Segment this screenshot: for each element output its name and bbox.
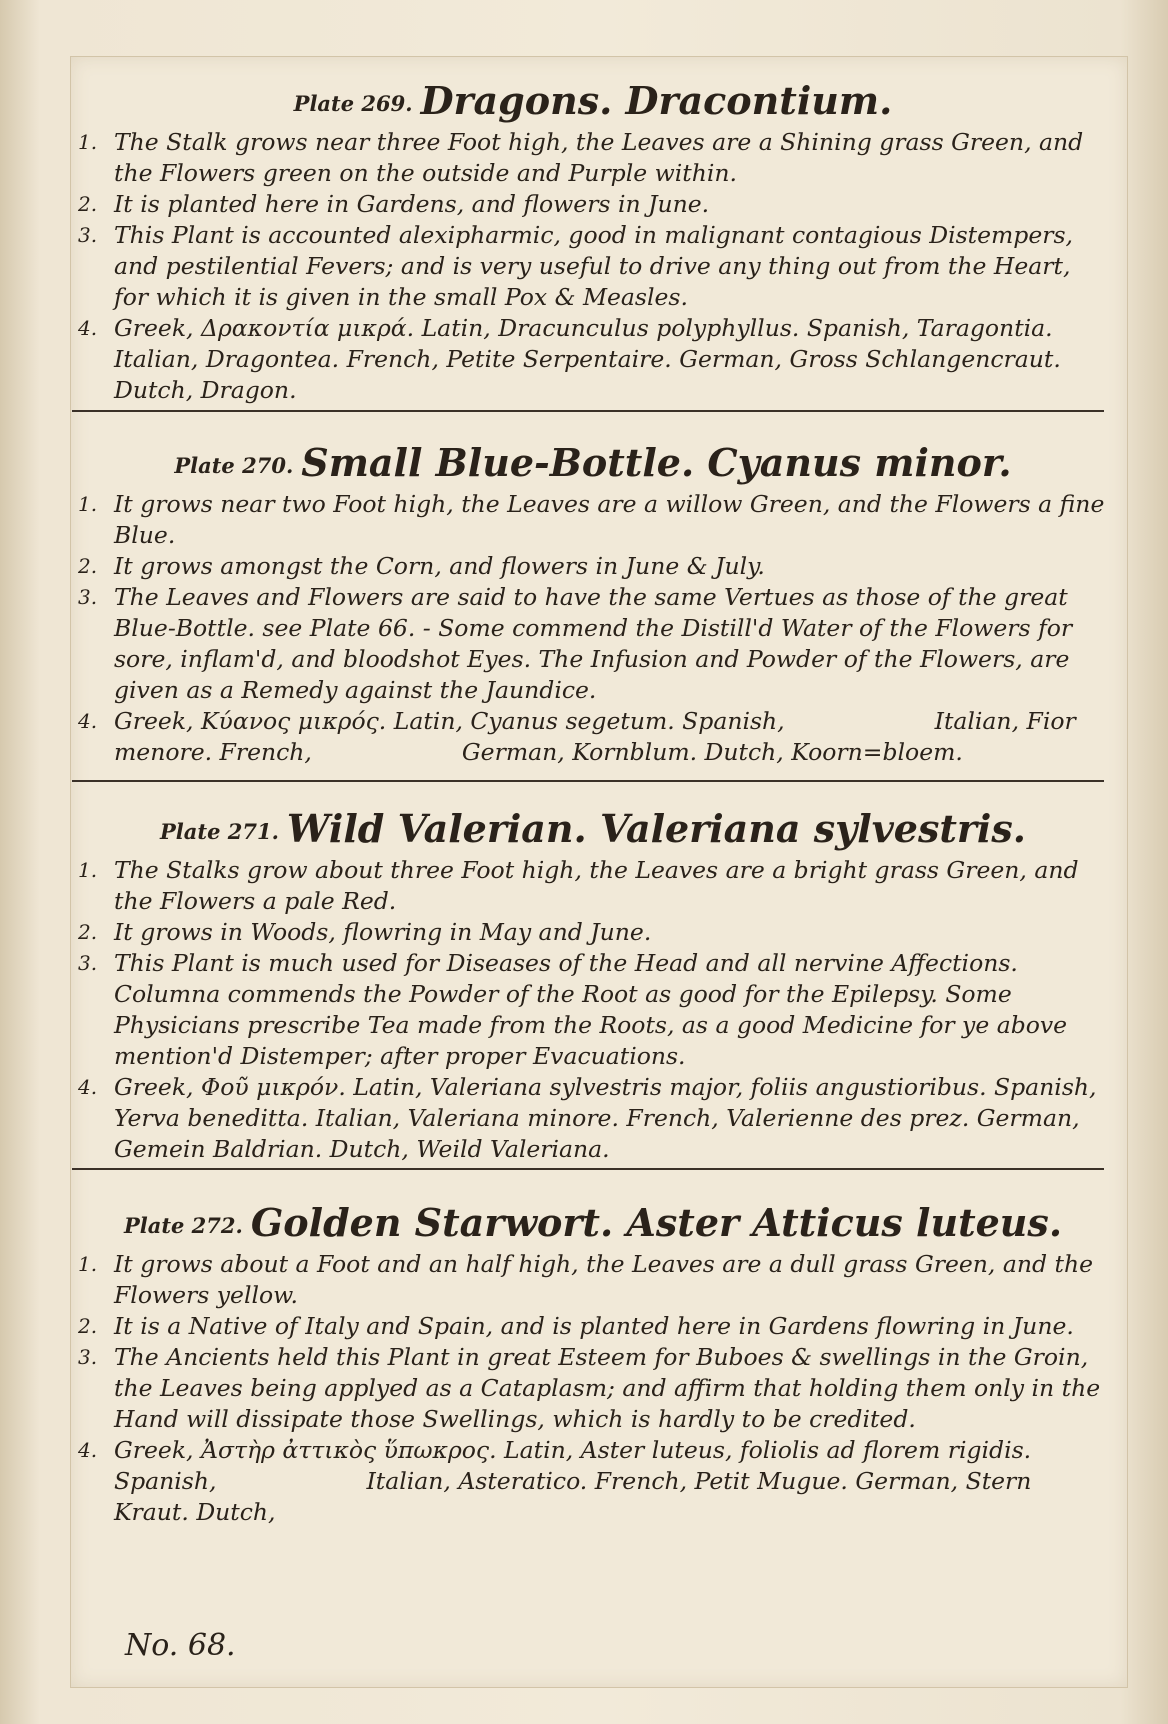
plate-271-heading bbox=[78, 806, 1108, 855]
item-text: German, Kornblum. Dutch, Koorn=bloem. bbox=[461, 738, 963, 766]
plate-272-title: Golden Starwort. Aster Atticus luteus. bbox=[250, 1200, 1063, 1245]
item-number: 2. bbox=[78, 554, 98, 578]
item-number: 3. bbox=[78, 223, 98, 247]
plate-272-section bbox=[78, 1200, 1108, 1528]
plate-269-item-3 bbox=[78, 220, 1108, 313]
plate-271-item-2 bbox=[78, 917, 1108, 948]
item-text: It is planted here in Gardens, and flowers in June. bbox=[114, 190, 710, 218]
item-text: Greek, Δρακοντία μικρά. Latin, Dracunculus polyphyllus. Spanish, Taragontia. Italian, Dragontea. French, Petite Serpentaire. German, Gross Schlangencraut. Dutch, Dragon. bbox=[114, 314, 1061, 404]
item-number: 4. bbox=[78, 1438, 98, 1462]
plate-271-section bbox=[78, 806, 1108, 1165]
item-text: The Leaves and Flowers are said to have the same Vertues as those of the great Blue-Bottle. see Plate 66. - Some commend the Distill'd Water of the Flowers for sore, inflam'd, and bloodshot Eyes. The Infusion and Powder of the Flowers, are given as a Remedy against the Jaundice. bbox=[114, 583, 1073, 704]
item-text: Greek, Φοῦ μικρόν. Latin, Valeriana sylvestris major, foliis angustioribus. Spanish, Yerva beneditta. Italian, Valeriana minore. French, Valerienne des prez. German, Gemein Baldrian. Dutch, Weild Valeriana. bbox=[114, 1073, 1097, 1163]
plate-272-item-1 bbox=[78, 1249, 1108, 1311]
plate-269-section bbox=[78, 78, 1108, 406]
item-text: Italian, Asteratico. French, Petit Mugue. German, Stern Kraut. Dutch, bbox=[114, 1467, 1032, 1526]
plate-270-item-4 bbox=[78, 706, 1108, 768]
item-text: The Stalk grows near three Foot high, the Leaves are a Shining grass Green, and the Flowers green on the outside and Purple within. bbox=[114, 128, 1084, 187]
plate-272-item-3 bbox=[78, 1342, 1108, 1435]
item-text: It grows about a Foot and an half high, the Leaves are a dull grass Green, and the Flowers yellow. bbox=[114, 1250, 1093, 1309]
item-text: Greek, Κύανος μικρός. Latin, Cyanus segetum. Spanish, bbox=[114, 707, 785, 735]
plate-272-item-4 bbox=[78, 1435, 1108, 1528]
plate-269-item-1 bbox=[78, 127, 1108, 189]
plate-270-label: Plate 270. bbox=[174, 453, 294, 478]
item-number: 3. bbox=[78, 951, 98, 975]
plate-271-label: Plate 271. bbox=[160, 819, 279, 844]
plate-271-item-3 bbox=[78, 948, 1108, 1072]
plate-271-item-1 bbox=[78, 855, 1108, 917]
plate-272-item-2 bbox=[78, 1311, 1108, 1342]
item-number: 2. bbox=[78, 1314, 98, 1338]
item-number: 1. bbox=[78, 130, 98, 154]
item-number: 4. bbox=[78, 1075, 98, 1099]
plate-272-heading bbox=[78, 1200, 1108, 1249]
item-number: 3. bbox=[78, 1345, 98, 1369]
item-number: 2. bbox=[78, 920, 98, 944]
plate-270-heading bbox=[78, 440, 1108, 489]
item-number: 4. bbox=[78, 316, 98, 340]
plate-270-title: Small Blue-Bottle. Cyanus minor. bbox=[301, 440, 1012, 485]
divider-rule bbox=[72, 780, 1104, 782]
item-text: It grows near two Foot high, the Leaves are a willow Green, and the Flowers a fine Blue. bbox=[114, 490, 1105, 549]
plate-269-label: Plate 269. bbox=[293, 91, 413, 116]
page-number: No. 68. bbox=[125, 1628, 236, 1663]
item-number: 2. bbox=[78, 192, 98, 216]
item-number: 1. bbox=[78, 492, 98, 516]
item-number: 4. bbox=[78, 709, 98, 733]
plate-269-title: Dragons. Dracontium. bbox=[420, 78, 893, 123]
divider-rule bbox=[72, 410, 1104, 412]
item-text: The Stalks grow about three Foot high, the Leaves are a bright grass Green, and the Flowers a pale Red. bbox=[114, 856, 1079, 915]
item-text: This Plant is accounted alexipharmic, good in malignant contagious Distempers, and pestilential Fevers; and is very useful to drive any thing out from the Heart, for which it is given in the small Pox & Measles. bbox=[114, 221, 1074, 311]
item-number: 3. bbox=[78, 585, 98, 609]
item-text: It is a Native of Italy and Spain, and is planted here in Gardens flowring in June. bbox=[114, 1312, 1074, 1340]
plate-270-item-1 bbox=[78, 489, 1108, 551]
item-text: Greek, Ἀστὴρ ἀττικὸς ὕπωκρος. Latin, Aster luteus, foliolis ad florem rigidis. Spanish, bbox=[114, 1436, 1032, 1495]
item-number: 1. bbox=[78, 1252, 98, 1276]
plate-269-item-4 bbox=[78, 313, 1108, 406]
plate-269-item-2 bbox=[78, 189, 1108, 220]
item-text: It grows amongst the Corn, and flowers in June & July. bbox=[114, 552, 765, 580]
plate-271-item-4 bbox=[78, 1072, 1108, 1165]
divider-rule bbox=[72, 1168, 1104, 1170]
item-text: The Ancients held this Plant in great Esteem for Buboes & swellings in the Groin, the Leaves being applyed as a Cataplasm; and affirm that holding them only in the Hand will dissipate those Swellings, which is hardly to be credited. bbox=[114, 1343, 1101, 1433]
plate-269-heading bbox=[78, 78, 1108, 127]
plate-270-item-3 bbox=[78, 582, 1108, 706]
plate-271-title: Wild Valerian. Valeriana sylvestris. bbox=[286, 806, 1026, 851]
item-number: 1. bbox=[78, 858, 98, 882]
plate-270-item-2 bbox=[78, 551, 1108, 582]
item-text: It grows in Woods, flowring in May and June. bbox=[114, 918, 652, 946]
item-text: Italian, Fior menore. French, bbox=[114, 707, 1076, 766]
item-text: This Plant is much used for Diseases of the Head and all nervine Affections. Columna commends the Powder of the Root as good for the Epilepsy. Some Physicians prescribe Tea made from the Roots, as a good Medicine for ye above mention'd Distemper; after proper Evacuations. bbox=[114, 949, 1068, 1070]
plate-270-section bbox=[78, 440, 1108, 768]
plate-272-label: Plate 272. bbox=[123, 1213, 243, 1238]
